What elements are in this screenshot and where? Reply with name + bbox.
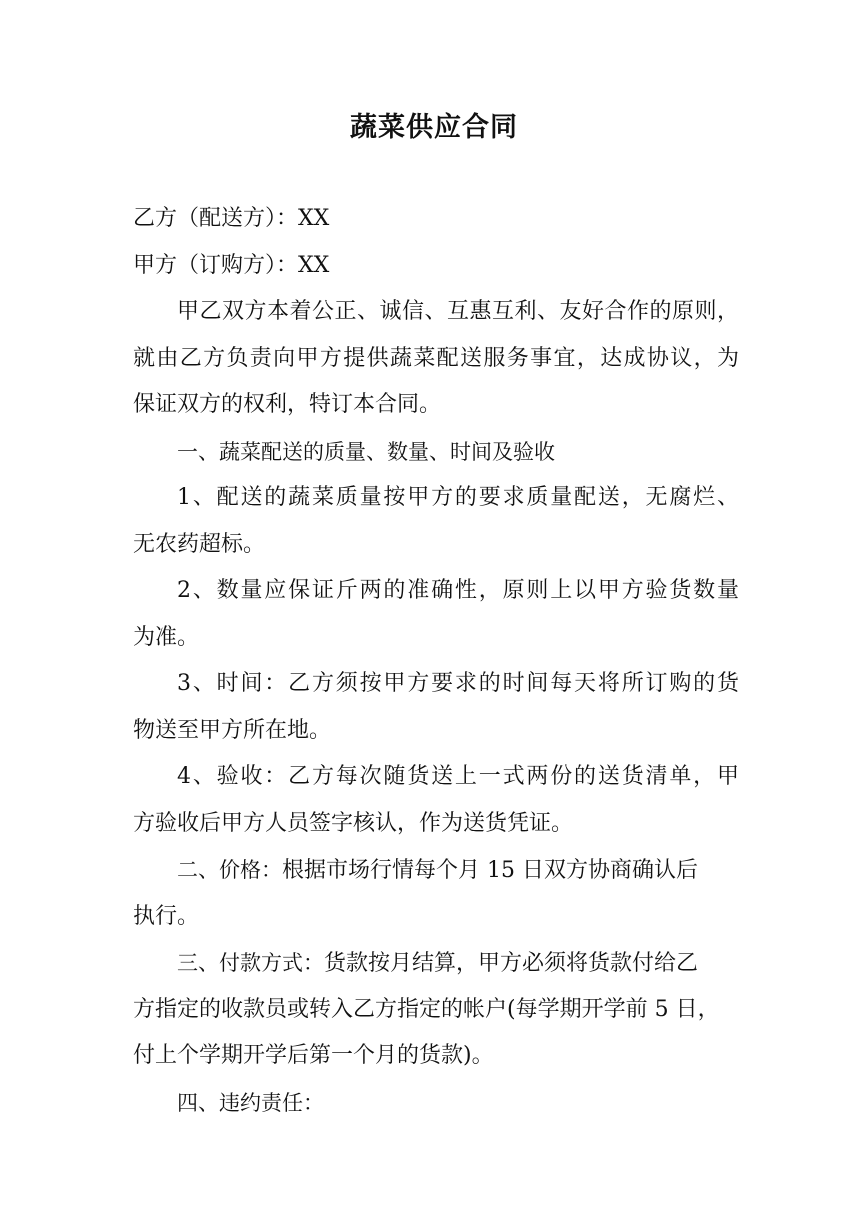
section-2-text: 根据市场行情每个月 15 日双方协商确认后 xyxy=(282,858,698,883)
item-3-paragraph xyxy=(133,661,739,754)
section-3-line: 方指定的收款员或转入乙方指定的帐户(每学期开学前 5 日， xyxy=(133,996,720,1022)
section-3-paragraph xyxy=(133,940,739,1080)
section-3-first-line xyxy=(133,940,739,987)
contract-title: 蔬菜供应合同 xyxy=(350,112,518,143)
contract-body xyxy=(133,196,739,1126)
item-4-line: 4、验收：乙方每次随货送上一式两份的送货清单，甲 xyxy=(177,764,739,789)
item-3-line: 物送至甲方所在地。 xyxy=(133,717,332,743)
section-2-line: 执行。 xyxy=(133,903,200,929)
item-4-paragraph xyxy=(133,754,739,847)
section-3-text: 货款按月结算，甲方必须将货款付给乙 xyxy=(324,951,699,976)
item-3-line: 3、时间：乙方须按甲方要求的时间每天将所订购的货 xyxy=(177,671,739,696)
section-3-label: 三、付款方式： xyxy=(177,951,324,975)
intro-line: 保证双方的权利，特订本合同。 xyxy=(133,392,442,417)
party-b-line: 乙方（配送方）：XX xyxy=(133,206,330,231)
party-a-line: 甲方（订购方）：XX xyxy=(133,252,330,278)
section-2-first-line xyxy=(133,847,739,894)
item-1-line: 1、配送的蔬菜质量按甲方的要求质量配送，无腐烂、 xyxy=(177,485,739,510)
section-4-heading: 四、违约责任： xyxy=(177,1090,324,1115)
intro-line: 甲乙双方本着公正、诚信、互惠互利、友好合作的原则， xyxy=(177,299,739,324)
intro-line: 就由乙方负责向甲方提供蔬菜配送服务事宜，达成协议，为 xyxy=(133,345,739,371)
section-3-line: 付上个学期开学后第一个月的货款)。 xyxy=(133,1043,494,1068)
item-1-line: 无农药超标。 xyxy=(133,531,266,557)
item-4-line: 方验收后甲方人员签字核认，作为送货凭证。 xyxy=(133,810,574,836)
intro-paragraph xyxy=(133,289,739,429)
item-2-paragraph xyxy=(133,568,739,661)
section-1-heading: 一、蔬菜配送的质量、数量、时间及验收 xyxy=(177,439,555,464)
item-2-line: 为准。 xyxy=(133,624,200,650)
section-2-paragraph xyxy=(133,847,739,940)
item-2-line: 2、数量应保证斤两的准确性，原则上以甲方验货数量 xyxy=(177,578,739,603)
section-2-label: 二、价格： xyxy=(177,858,282,882)
item-1-paragraph xyxy=(133,475,739,568)
